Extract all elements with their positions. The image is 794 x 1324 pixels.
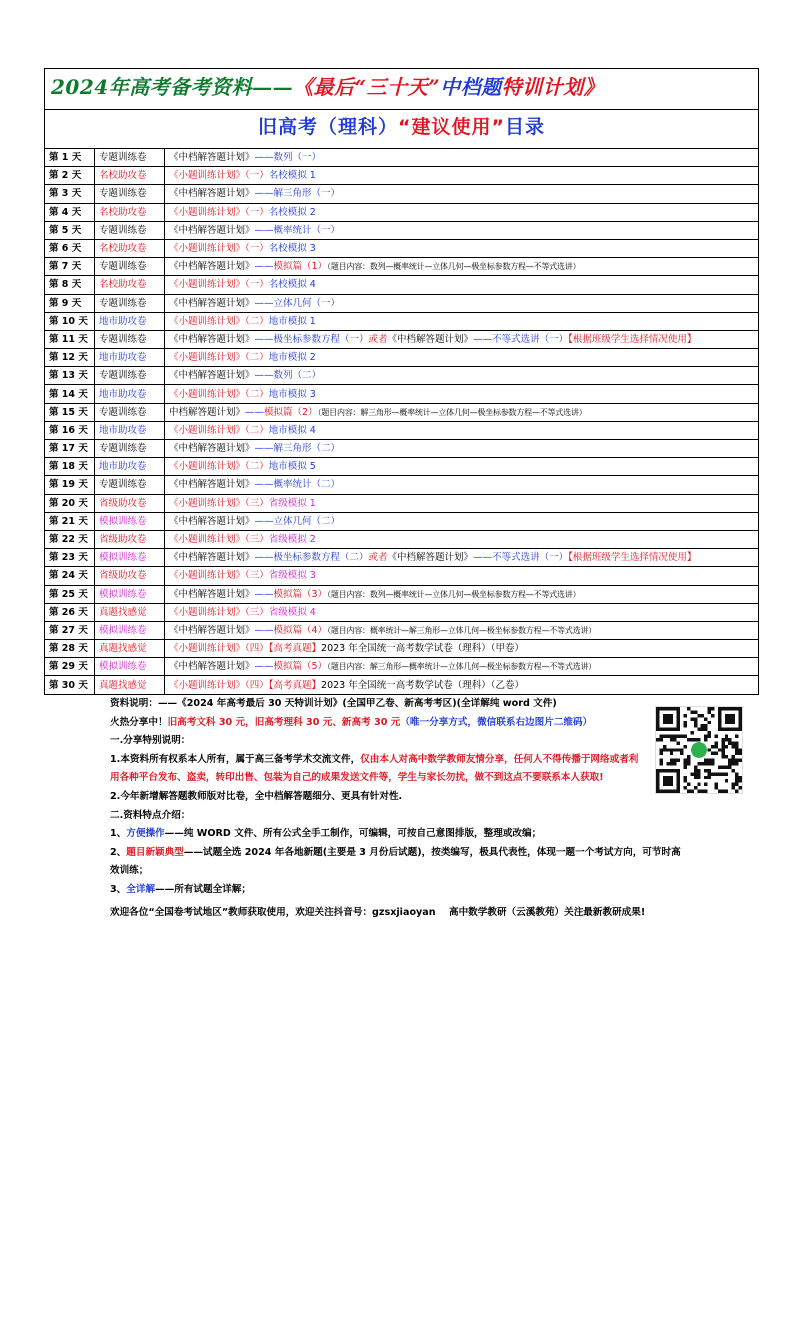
content-segment: ——极坐标参数方程（一）	[254, 333, 369, 345]
content-segment: ——不等式选讲（一）	[473, 333, 569, 345]
content-segment: 《小题训练计划》（二）	[169, 352, 269, 364]
content-segment: 2023 年全国统一高考数学试卷（理科）（甲卷）	[321, 643, 524, 655]
paper-type-cell: 专题训练卷	[95, 221, 165, 239]
content-segment: 《中档解答题计划》	[169, 661, 255, 673]
day-cell: 第 17 天	[45, 440, 95, 458]
paper-type-cell: 专题训练卷	[95, 258, 165, 276]
content-segment: 《中档解答题计划》	[169, 261, 255, 273]
notes-feature-3-key: 全详解	[126, 883, 156, 895]
paper-type-cell: 地市助攻卷	[95, 458, 165, 476]
content-cell	[165, 149, 759, 167]
day-cell: 第 21 天	[45, 512, 95, 530]
content-segment: 《小题训练计划》（一）	[169, 170, 269, 182]
table-row	[45, 421, 759, 439]
content-segment: ——数列（二）	[254, 370, 322, 382]
paper-type-cell: 专题训练卷	[95, 403, 165, 421]
content-cell	[165, 494, 759, 512]
content-segment: ——	[254, 624, 274, 636]
content-cell	[165, 221, 759, 239]
content-segment: ——极坐标参数方程（二）	[254, 552, 369, 564]
paper-type-cell: 真题找感觉	[95, 603, 165, 621]
day-cell: 第 19 天	[45, 476, 95, 494]
content-segment: 名校模拟 2	[268, 206, 316, 218]
paper-type-cell: 专题训练卷	[95, 294, 165, 312]
notes-feature-2-key: 题目新颖典型	[126, 846, 184, 858]
content-segment: 模拟篇（2）	[264, 406, 318, 418]
day-cell: 第 23 天	[45, 549, 95, 567]
day-cell: 第 11 天	[45, 330, 95, 348]
table-row	[45, 676, 759, 694]
notes-feature-1-num: 1、	[110, 828, 127, 840]
paper-type-cell: 名校助攻卷	[95, 276, 165, 294]
content-segment: ——数列（一）	[254, 152, 322, 164]
notes-welcome-a: 欢迎各位“全国卷考试地区”教师获取使用，欢迎关注抖音号：gzsxjiaoyan	[110, 906, 436, 918]
title-year: 2024	[51, 74, 109, 99]
schedule-table	[44, 68, 759, 695]
content-cell	[165, 567, 759, 585]
content-segment: 《中档解答题计划》	[169, 443, 255, 455]
table-row	[45, 258, 759, 276]
table-row	[45, 203, 759, 221]
day-cell: 第 18 天	[45, 458, 95, 476]
table-row	[45, 658, 759, 676]
content-segment: ——概率统计（二）	[254, 479, 341, 491]
notes-heading-1: 一.分享特别说明：	[110, 735, 191, 747]
notes-feature-2-text: ——试题全选 2024 年各地新题(主要是 3 月份后试题)，按类编写，极具代表性，体现一题一个考试方向，可节时高	[183, 846, 681, 858]
content-segment: 或者	[368, 552, 388, 564]
notes-rule-1	[110, 751, 710, 770]
content-segment: 《小题训练计划》（一）	[169, 206, 269, 218]
paper-type-cell: 模拟训练卷	[95, 585, 165, 603]
title-suffix: 特训计划》	[501, 74, 605, 99]
notes-feature-1	[110, 825, 710, 844]
day-cell: 第 13 天	[45, 367, 95, 385]
notes-feature-2-num: 2、	[110, 846, 127, 858]
content-segment: ——概率统计（一）	[254, 224, 341, 236]
content-note: （题目内容：数列—概率统计—立体几何—极坐标参数方程—不等式选讲）	[327, 589, 581, 599]
content-cell	[165, 676, 759, 694]
paper-type-cell: 模拟训练卷	[95, 512, 165, 530]
table-row	[45, 512, 759, 530]
schedule-table-body	[45, 69, 759, 695]
day-cell: 第 2 天	[45, 167, 95, 185]
day-cell: 第 27 天	[45, 621, 95, 639]
day-cell: 第 26 天	[45, 603, 95, 621]
content-cell	[165, 603, 759, 621]
content-note: （题目内容：解三角形—概率统计—立体几何—极坐标参数方程—不等式选讲）	[317, 407, 587, 417]
title-plan-name: 《最后“三十天”	[293, 74, 441, 99]
content-cell	[165, 440, 759, 458]
content-segment: 地市模拟 4	[268, 424, 316, 436]
table-row	[45, 440, 759, 458]
wechat-qr-code	[655, 706, 743, 794]
table-row	[45, 403, 759, 421]
content-cell	[165, 385, 759, 403]
table-row	[45, 239, 759, 257]
content-cell	[165, 258, 759, 276]
table-row	[45, 367, 759, 385]
table-row	[45, 603, 759, 621]
content-cell	[165, 276, 759, 294]
paper-type-cell: 专题训练卷	[95, 367, 165, 385]
content-cell	[165, 349, 759, 367]
table-row	[45, 530, 759, 548]
day-cell: 第 30 天	[45, 676, 95, 694]
notes-welcome-b: 高中数学教研（云溪教苑）关注最新教研成果!	[448, 906, 646, 918]
content-segment: 模拟篇（5）	[273, 661, 328, 673]
content-segment: 《中档解答题计划》	[169, 588, 255, 600]
page-subtitle	[258, 116, 545, 138]
content-segment: 【高考真题】	[268, 679, 322, 691]
notes-rule-1-b: 仅由本人对高中数学教师友情分享，任何人不得传播于网络或者利	[360, 753, 639, 765]
content-segment: 《小题训练计划》（二）	[169, 461, 269, 473]
day-cell: 第 8 天	[45, 276, 95, 294]
content-segment: 《小题训练计划》（二）	[169, 315, 269, 327]
table-row	[45, 349, 759, 367]
content-segment: 《小题训练计划》（四）	[169, 643, 269, 655]
notes-section	[110, 695, 710, 922]
content-segment: 名校模拟 4	[268, 279, 316, 291]
day-cell: 第 10 天	[45, 312, 95, 330]
day-cell: 第 1 天	[45, 149, 95, 167]
table-row	[45, 221, 759, 239]
day-cell: 第 28 天	[45, 640, 95, 658]
content-segment: 《中档解答题计划》	[169, 333, 255, 345]
content-segment: ——不等式选讲（一）	[473, 552, 569, 564]
content-segment: ——	[245, 406, 265, 418]
notes-feature-1-key: 方便操作	[126, 828, 165, 840]
content-cell	[165, 403, 759, 421]
notes-rule-1-a: 1.本资料所有权系本人所有，属于高三备考学术交流文件，	[110, 753, 361, 765]
content-segment: 地市模拟 1	[268, 315, 316, 327]
subtitle-cell	[45, 110, 759, 149]
content-segment: ——解三角形（二）	[254, 443, 341, 455]
subtitle-recommend: “建议使用”	[398, 116, 505, 138]
notes-price: 旧高考文科 30 元，旧高考理科 30 元、新高考 30 元	[167, 716, 401, 728]
paper-type-cell: 专题训练卷	[95, 185, 165, 203]
content-segment: 【根据班级学生选择情况使用】	[568, 333, 697, 345]
notes-price-line	[110, 714, 710, 733]
content-segment: 《中档解答题计划》	[387, 333, 474, 345]
table-row	[45, 149, 759, 167]
content-segment: 地市模拟 5	[268, 461, 316, 473]
day-cell: 第 4 天	[45, 203, 95, 221]
content-segment: 《小题训练计划》（一）	[169, 243, 269, 255]
content-cell	[165, 476, 759, 494]
content-segment: 《中档解答题计划》	[387, 552, 474, 564]
table-row	[45, 476, 759, 494]
content-cell	[165, 458, 759, 476]
paper-type-cell: 模拟训练卷	[95, 549, 165, 567]
paper-type-cell: 模拟训练卷	[95, 621, 165, 639]
content-cell	[165, 312, 759, 330]
content-segment: 《中档解答题计划》	[169, 515, 255, 527]
paper-type-cell: 名校助攻卷	[95, 239, 165, 257]
table-row	[45, 567, 759, 585]
content-segment: 2023 年全国统一高考数学试卷（理科）（乙卷）	[321, 679, 524, 691]
content-segment: ——	[254, 261, 274, 273]
notes-feature-1-text: ——纯 WORD 文件、所有公式全手工制作，可编辑，可按自己意图排版，整理或改编；	[164, 828, 542, 840]
content-segment: 名校模拟 1	[268, 170, 316, 182]
content-segment: 省级模拟 3	[268, 570, 316, 582]
day-cell: 第 24 天	[45, 567, 95, 585]
content-segment: 《中档解答题计划》	[169, 552, 255, 564]
content-cell	[165, 530, 759, 548]
content-segment: 模拟篇（1）	[273, 261, 328, 273]
content-cell	[165, 185, 759, 203]
notes-price-lead: 火热分享中！	[110, 716, 168, 728]
paper-type-cell: 真题找感觉	[95, 640, 165, 658]
table-row	[45, 494, 759, 512]
content-segment: ——解三角形（一）	[254, 188, 341, 200]
notes-heading-2: 二.资料特点介绍：	[110, 809, 191, 821]
day-cell: 第 29 天	[45, 658, 95, 676]
content-cell	[165, 167, 759, 185]
content-cell	[165, 640, 759, 658]
content-segment: 《中档解答题计划》	[169, 152, 255, 164]
paper-type-cell: 名校助攻卷	[95, 167, 165, 185]
content-segment: ——	[254, 588, 274, 600]
table-row	[45, 312, 759, 330]
content-cell	[165, 421, 759, 439]
content-segment: 《小题训练计划》（二）	[169, 388, 269, 400]
content-segment: 中档解答题计划》	[169, 406, 246, 418]
title-middle-level: 中档题	[440, 74, 502, 99]
subtitle-row	[45, 110, 759, 149]
table-row	[45, 294, 759, 312]
day-cell: 第 5 天	[45, 221, 95, 239]
table-row	[45, 640, 759, 658]
notes-rule-2: 2.今年新增解答题教师版对比卷，全中档解答题细分、更具有针对性.	[110, 790, 403, 802]
day-cell: 第 12 天	[45, 349, 95, 367]
content-segment: 《中档解答题计划》	[169, 624, 255, 636]
day-cell: 第 14 天	[45, 385, 95, 403]
table-row	[45, 276, 759, 294]
title-prefix: 年高考备考资料——	[108, 74, 294, 99]
day-cell: 第 6 天	[45, 239, 95, 257]
table-row	[45, 621, 759, 639]
paper-type-cell: 省级助攻卷	[95, 567, 165, 585]
content-segment: 省级模拟 1	[268, 497, 316, 509]
day-cell: 第 15 天	[45, 403, 95, 421]
content-segment: 《小题训练计划》（二）	[169, 424, 269, 436]
day-cell: 第 3 天	[45, 185, 95, 203]
day-cell: 第 16 天	[45, 421, 95, 439]
subtitle-exam: 旧高考（理科）	[257, 116, 398, 138]
notes-feature-3-num: 3、	[110, 883, 127, 895]
table-row	[45, 330, 759, 348]
content-segment: 或者	[368, 333, 388, 345]
paper-type-cell: 专题训练卷	[95, 330, 165, 348]
notes-feature-3	[110, 881, 710, 900]
title-row	[45, 69, 759, 110]
content-segment: ——立体几何（二）	[254, 515, 341, 527]
content-segment: 《小题训练计划》（一）	[169, 279, 269, 291]
content-cell	[165, 330, 759, 348]
content-note: （题目内容：概率统计—解三角形—立体几何—极坐标参数方程—不等式选讲）	[327, 625, 597, 635]
content-segment: 模拟篇（4）	[273, 624, 328, 636]
paper-type-cell: 地市助攻卷	[95, 312, 165, 330]
paper-type-cell: 名校助攻卷	[95, 203, 165, 221]
notes-feature-2-cont: 效训练；	[110, 865, 149, 877]
paper-type-cell: 专题训练卷	[95, 476, 165, 494]
day-cell: 第 25 天	[45, 585, 95, 603]
paper-type-cell: 专题训练卷	[95, 149, 165, 167]
content-cell	[165, 658, 759, 676]
content-segment: 《中档解答题计划》	[169, 224, 255, 236]
subtitle-toc: 目录	[504, 116, 545, 138]
content-segment: 《小题训练计划》（三）	[169, 534, 269, 546]
content-cell	[165, 585, 759, 603]
paper-type-cell: 省级助攻卷	[95, 530, 165, 548]
paper-type-cell: 模拟训练卷	[95, 658, 165, 676]
notes-contact: （唯一分享方式，微信联系右边图片二维码）	[400, 716, 593, 728]
content-segment: 《小题训练计划》（三）	[169, 497, 269, 509]
notes-feature-3-text: ——所有试题全详解；	[155, 883, 251, 895]
content-segment: 省级模拟 2	[268, 534, 316, 546]
content-cell	[165, 203, 759, 221]
paper-type-cell: 省级助攻卷	[95, 494, 165, 512]
content-segment: 《中档解答题计划》	[169, 188, 255, 200]
table-row	[45, 549, 759, 567]
content-note: （题目内容：数列—概率统计—立体几何—极坐标参数方程—不等式选讲）	[327, 262, 581, 272]
content-segment: 名校模拟 3	[268, 243, 316, 255]
title-cell	[45, 69, 759, 110]
table-row	[45, 185, 759, 203]
content-segment: ——	[254, 661, 274, 673]
content-cell	[165, 294, 759, 312]
content-segment: 【高考真题】	[268, 643, 322, 655]
content-segment: 地市模拟 3	[268, 388, 316, 400]
content-cell	[165, 239, 759, 257]
notes-intro: 资料说明：——《2024 年高考最后 30 天特训计划》(全国甲乙卷、新高考考区)(全详解纯 word 文件)	[110, 698, 557, 709]
content-cell	[165, 621, 759, 639]
notes-welcome	[110, 904, 710, 923]
paper-type-cell: 真题找感觉	[95, 676, 165, 694]
paper-type-cell: 地市助攻卷	[95, 349, 165, 367]
day-cell: 第 20 天	[45, 494, 95, 512]
table-row	[45, 167, 759, 185]
page-title	[51, 75, 604, 99]
content-segment: 【根据班级学生选择情况使用】	[568, 552, 697, 564]
content-segment: 《小题训练计划》（四）	[169, 679, 269, 691]
notes-feature-2	[110, 844, 710, 863]
notes-rule-1-cont: 用各种平台发布、盗卖，转印出售、包装为自己的成果发送文件等，学生与家长勿扰，做不到这点不要联系本人获取!	[110, 772, 604, 784]
paper-type-cell: 地市助攻卷	[95, 421, 165, 439]
content-segment: 省级模拟 4	[268, 606, 316, 618]
paper-type-cell: 专题训练卷	[95, 440, 165, 458]
table-row	[45, 585, 759, 603]
content-cell	[165, 549, 759, 567]
day-cell: 第 7 天	[45, 258, 95, 276]
content-note: （题目内容：解三角形—概率统计—立体几何—极坐标参数方程—不等式选讲）	[327, 662, 597, 672]
content-segment: 《中档解答题计划》	[169, 370, 255, 382]
content-segment: ——立体几何（一）	[254, 297, 341, 309]
day-cell: 第 9 天	[45, 294, 95, 312]
table-row	[45, 385, 759, 403]
content-segment: 模拟篇（3）	[273, 588, 328, 600]
content-segment: 《中档解答题计划》	[169, 479, 255, 491]
day-cell: 第 22 天	[45, 530, 95, 548]
table-row	[45, 458, 759, 476]
content-segment: 地市模拟 2	[268, 352, 316, 364]
content-segment: 《中档解答题计划》	[169, 297, 255, 309]
content-cell	[165, 512, 759, 530]
content-cell	[165, 367, 759, 385]
content-segment: 《小题训练计划》（三）	[169, 570, 269, 582]
content-segment: 《小题训练计划》（三）	[169, 606, 269, 618]
paper-type-cell: 地市助攻卷	[95, 385, 165, 403]
